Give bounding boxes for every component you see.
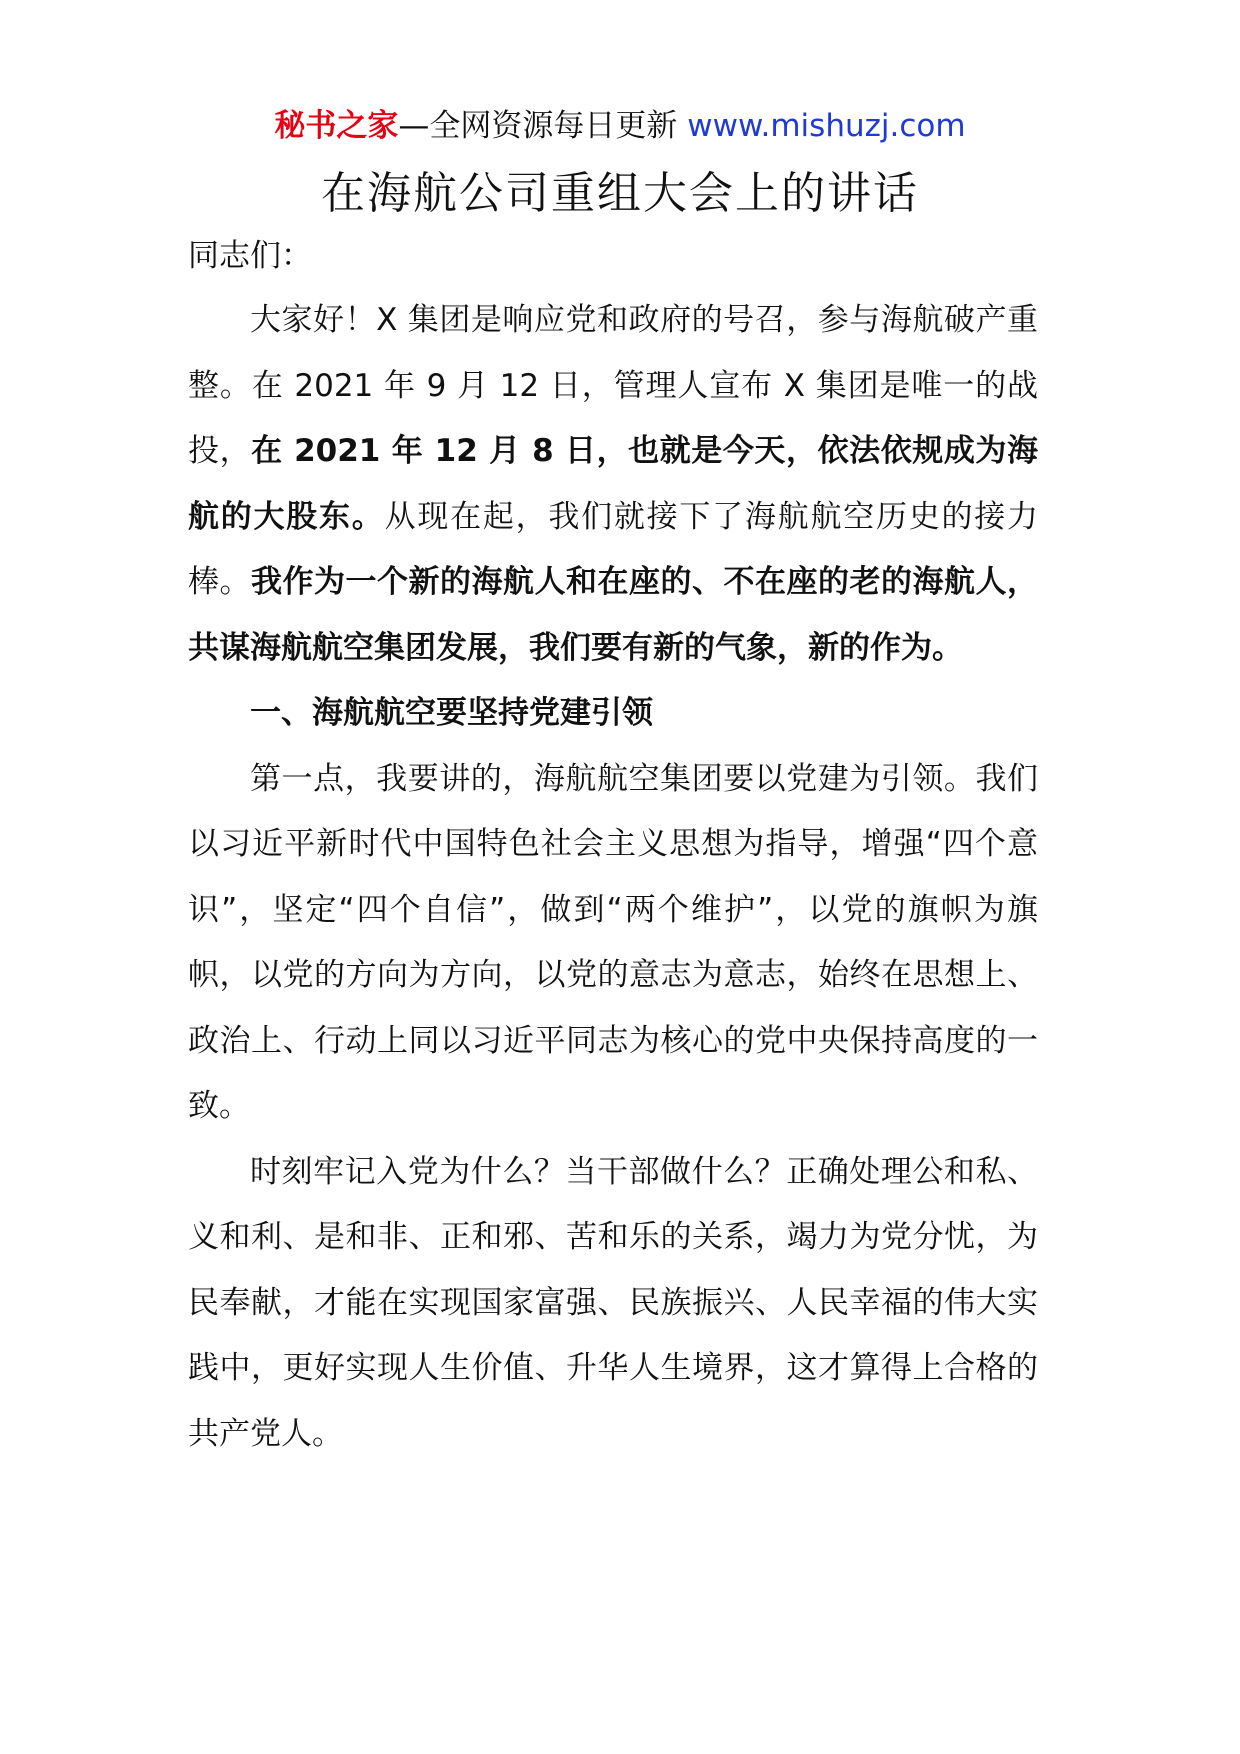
section-heading-1: 一、海航航空要坚持党建引领 [250,695,653,731]
opening-text-1: 大家好！X 集团是响应党和政府的号召，参与海航破产重整。在 2021 年 9 月 12 日，管理人宣布 X 集团是唯一的战投， [188,302,1038,469]
header-slogan: —全网资源每日更新 [398,108,688,144]
paragraph-party-leadership: 第一点，我要讲的，海航航空集团要以党建为引领。我们以习近平新时代中国特色社会主义思想为指导，增强“四个意识”，坚定“四个自信”，做到“两个维护”，以党的旗帜为旗帜，以党的方向为方向，以党的意志为意志，始终在思想上、政治上、行动上同以习近平同志为核心的党中央保持高度的一致。 [188,760,1038,1124]
opening-bold-2: 我作为一个新的海航人和在座的、不在座的老的海航人，共谋海航航空集团发展，我们要有新的气象，新的作为。 [188,564,1038,666]
brand-name: 秘书之家 [274,108,399,144]
paragraph-party-member: 时刻牢记入党为什么？当干部做什么？正确处理公和私、义和利、是和非、正和邪、苦和乐的关系，竭力为党分忧，为民奉献，才能在实现国家富强、民族振兴、人民幸福的伟大实践中，更好实现人生价值、升华人生境界，这才算得上合格的共产党人。 [188,1153,1038,1452]
document-title: 在海航公司重组大会上的讲话 [321,168,919,219]
site-url[interactable]: www.mishuzj.com [687,108,966,144]
site-header [0,104,1240,148]
opening-text-2: 从现在起，我们就接下了海航航空历史的接力棒。 [188,498,1039,600]
opening-bold-1: 在 2021 年 12 月 8 日，也就是今天，依法依规成为海航的大股东。 [188,433,1038,535]
salutation: 同志们： [188,238,312,274]
paragraph-opening [188,288,1038,681]
document-body [188,230,1038,1467]
